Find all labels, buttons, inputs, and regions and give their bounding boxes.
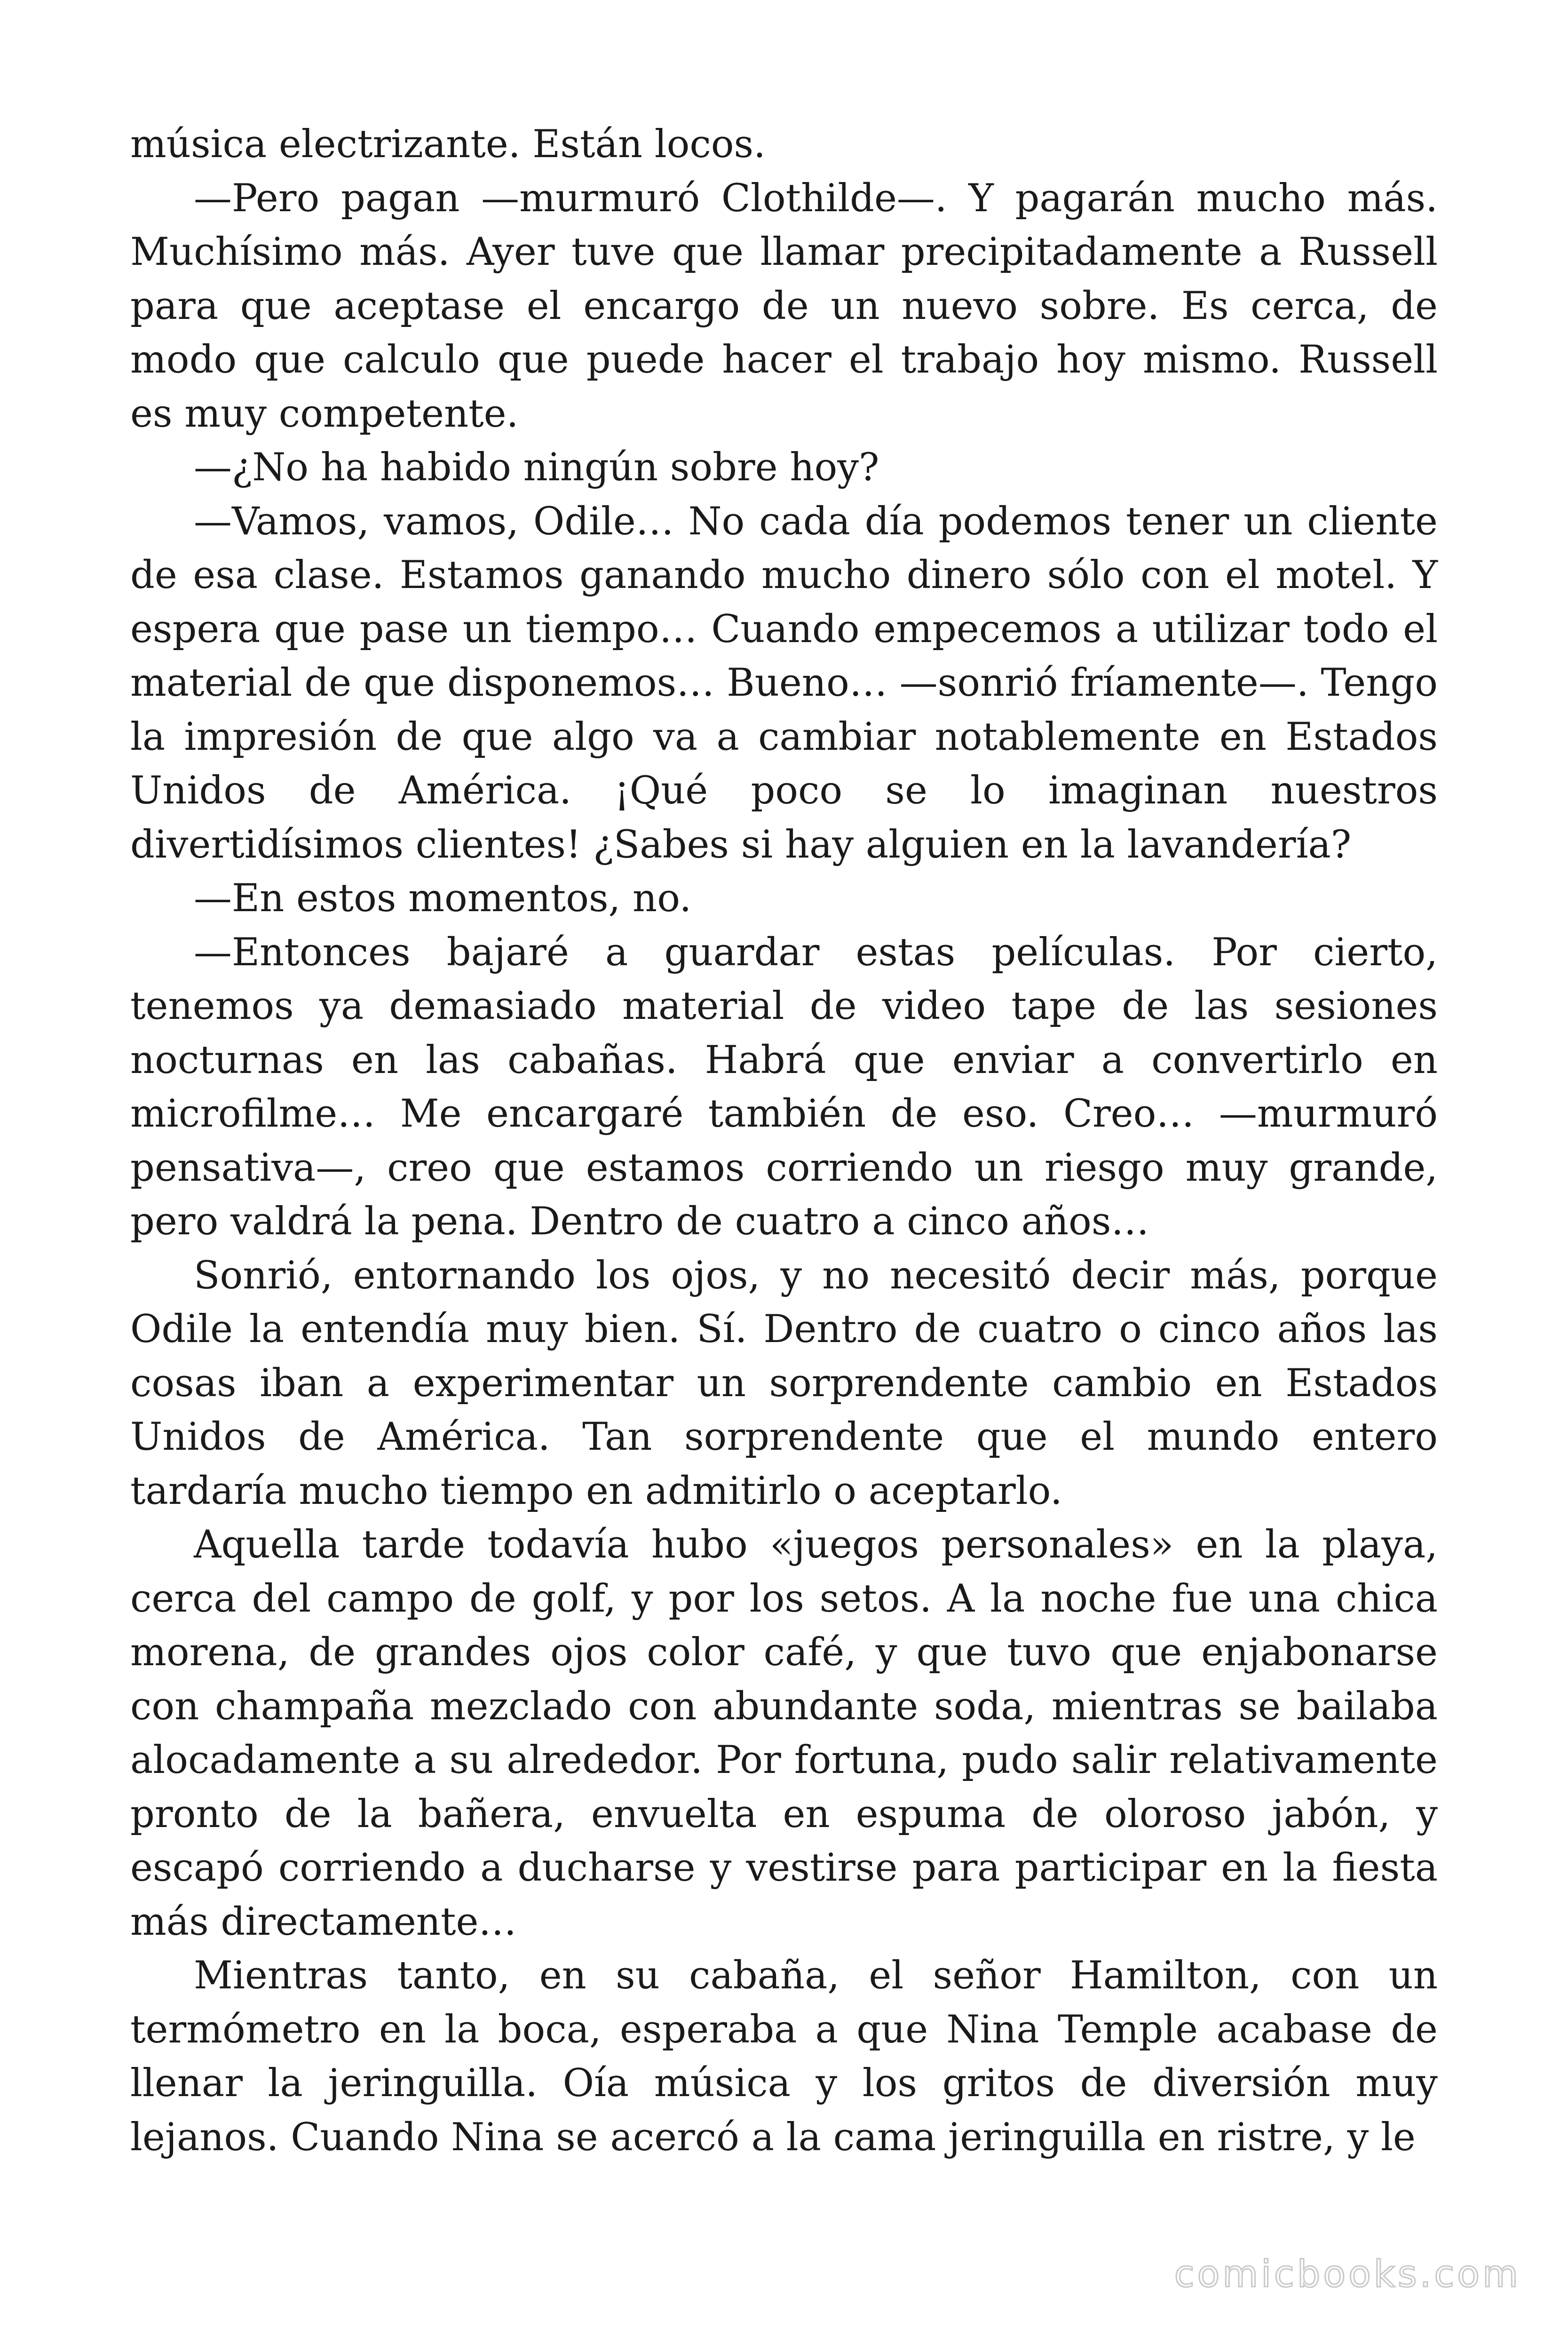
- paragraph: —Pero pagan —murmuró Clothilde—. Y pagarán mucho más. Muchísimo más. Ayer tuve que llamar precipitadamente a Russell para que aceptase el encargo de un nuevo sobre. Es cerca, de modo que calculo que puede hacer el trabajo hoy mismo. Russell es muy competente.: [130, 176, 1438, 436]
- page-text: [130, 118, 1438, 2164]
- paragraph: Sonrió, entornando los ojos, y no necesitó decir más, porque Odile la entendía muy bien. Sí. Dentro de cuatro o cinco años las cosas iban a experimentar un sorprendente cambio en Estados Unidos de América. Tan sorprendente que el mundo entero tardaría mucho tiempo en admitirlo o aceptarlo.: [130, 1253, 1438, 1513]
- paragraph: —Entonces bajaré a guardar estas películas. Por cierto, tenemos ya demasiado material de video tape de las sesiones nocturnas en las cabañas. Habrá que enviar a convertirlo en microfilme… Me encargaré también de eso. Creo… —murmuró pensativa—, creo que estamos corriendo un riesgo muy grande, pero valdrá la pena. Dentro de cuatro a cinco años…: [130, 930, 1438, 1244]
- paragraph: —En estos momentos, no.: [194, 876, 692, 921]
- paragraph: Mientras tanto, en su cabaña, el señor Hamilton, con un termómetro en la boca, esperaba a que Nina Temple acabase de llenar la jeringuilla. Oía música y los gritos de diversión muy lejanos. Cuando Nina se acercó a la cama jeringuilla en ristre, y le: [130, 1954, 1438, 2160]
- paragraph: —¿No ha habido ningún sobre hoy?: [194, 445, 879, 490]
- paragraph: música electrizante. Están locos.: [130, 122, 766, 167]
- paragraph: —Vamos, vamos, Odile… No cada día podemos tener un cliente de esa clase. Estamos ganando mucho dinero sólo con el motel. Y espera que pase un tiempo… Cuando empecemos a utilizar todo el material de que disponemos… Bueno… —sonrió fríamente—. Tengo la impresión de que algo va a cambiar notablemente en Estados Unidos de América. ¡Qué poco se lo imaginan nuestros divertidísimos clientes! ¿Sabes si hay alguien en la lavandería?: [130, 499, 1438, 867]
- watermark: comicbooks.com: [1174, 2253, 1521, 2296]
- paragraph: Aquella tarde todavía hubo «juegos personales» en la playa, cerca del campo de golf, y por los setos. A la noche fue una chica morena, de grandes ojos color café, y que tuvo que enjabonarse con champaña mezclado con abundante soda, mientras se bailaba alocadamente a su alrededor. Por fortuna, pudo salir relativamente pronto de la bañera, envuelta en espuma de oloroso jabón, y escapó corriendo a ducharse y vestirse para participar en la fiesta más directamente…: [130, 1523, 1438, 1944]
